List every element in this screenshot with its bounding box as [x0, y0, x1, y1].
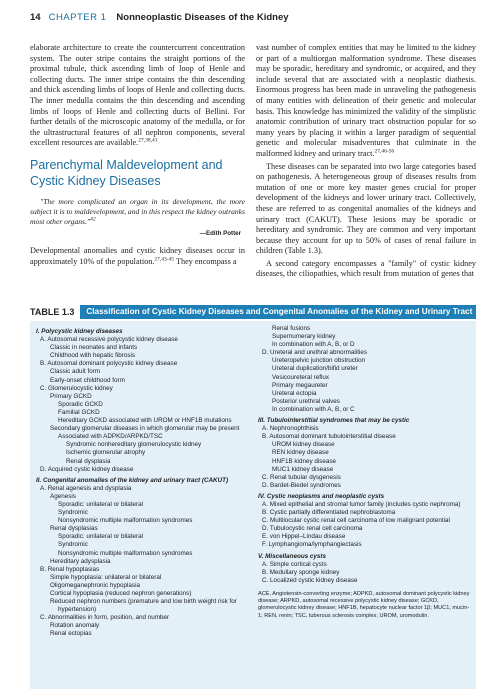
- section-title: Parenchymal Maldevelopment and Cystic Kidney Diseases: [30, 157, 223, 188]
- table-row: MUC1 kidney disease: [272, 465, 334, 473]
- table-row: Hereditary adysplasia: [50, 557, 111, 565]
- table-row: Sporadic: unilateral or bilateral: [58, 533, 144, 541]
- table-header: [30, 305, 476, 319]
- paragraph-refs: 27,43-45: [154, 255, 175, 262]
- quote-ref: 42: [90, 216, 96, 222]
- table-row: UROM kidney disease: [272, 441, 335, 449]
- table-row: Simple hypoplasia: unilateral or bilateral: [50, 573, 162, 581]
- table-row: REN kidney disease: [272, 449, 329, 457]
- table-row: Primary megaureter: [272, 381, 328, 389]
- table-row: Associated with ADPKD/ARPKD/TSC: [58, 433, 163, 441]
- table-section-heading: I. Polycystic kidney diseases: [36, 328, 123, 335]
- table-row: D. Ureteral and urethral abnormalities: [262, 349, 367, 357]
- table-row: C. Abnormalities in form, position, and number: [40, 614, 170, 622]
- table-section-heading: IV. Cystic neoplasms and neoplastic cysts: [258, 492, 385, 500]
- table-row: C. Multilocular cystic renal cell carcinoma of low malignant potential: [262, 517, 450, 525]
- page-number: 14: [30, 12, 41, 23]
- table-row: Sporadic GCKD: [58, 400, 103, 408]
- body-paragraph: Developmental anomalies and cystic kidney diseases occur in approximately 10% of the population.$^{27,43-45}$ They encompass a: [30, 245, 245, 266]
- table-title: Classification of Cystic Kidney Diseases and Congenital Anomalies of the Kidney and Urinary Tract: [80, 305, 476, 319]
- table-row: Rotation anomaly: [50, 622, 100, 630]
- chapter-label: CHAPTER 1: [48, 12, 107, 23]
- table-row: C. Renal tubular dysgenesis: [262, 473, 341, 481]
- table-row: B. Cystic partially differentiated nephroblastoma: [262, 509, 396, 517]
- table-row: Vesicoureteral reflux: [272, 373, 330, 381]
- table-row: Primary GCKD: [50, 392, 92, 400]
- table-row: B. Medullary sponge kidney: [262, 568, 340, 576]
- table-row: Secondary glomerular diseases in which glomerular may be present: [50, 425, 240, 433]
- epigraph-quote: "The more complicated an organ in its development, the more subject it is to maldevelopment, and in this respect the kidney outranks most other organs."$^{42}$: [30, 196, 245, 226]
- table-row: Supernumerary kidney: [272, 333, 336, 341]
- table-section-heading: III. Tubulointerstitial syndromes that may be cystic: [258, 417, 410, 425]
- running-header: [30, 12, 289, 23]
- table-row: Renal dysplasia: [66, 457, 111, 465]
- table-row: Nonsyndromic multiple malformation syndromes: [58, 517, 193, 525]
- table-footnote: ACE, Angiotensin-converting enzyme; ADPKD, autosomal dominant polycystic kidney disease; ARPKD, autosomal recessive polycystic kidney disease; GCKD, glomerulocystic kidney disease; HNF1B, hepatocyte nuclear factor 1β; MUC1, mucin-1; REN, renin; TSC, tuberous sclerosis complex; UROM, uromodulin.: [258, 590, 470, 619]
- table-left-column: [36, 325, 256, 639]
- table-row: Oligomeganephronic hypoplasia: [50, 581, 140, 589]
- table-row: Cortical hypoplasia (reduced nephron generations): [50, 590, 192, 597]
- body-paragraph: A second category encompasses a "family" of cystic kidney diseases, the ciliopathies, which result from mutation of genes that: [256, 258, 476, 279]
- table-row: C. Glomerulocystic kidney: [40, 384, 113, 392]
- quote-attribution: —Edith Potter: [199, 230, 241, 238]
- table-row: D. Bardet-Biedel syndromes: [262, 481, 341, 489]
- table-row: E. von Hippel–Lindau disease: [262, 533, 346, 541]
- table-label: TABLE 1.3: [30, 305, 80, 319]
- table-row: Sporadic: unilateral or bilateral: [58, 500, 144, 508]
- table-row: Ischemic glomerular atrophy: [66, 449, 146, 457]
- table-row: Syndromic: [58, 541, 88, 549]
- table-row: Early-onset childhood form: [50, 376, 125, 384]
- table-row: Hereditary GCKD associated with UROM or HNF1B mutations: [58, 417, 232, 425]
- chapter-title: Nonneoplastic Diseases of the Kidney: [116, 12, 289, 23]
- table-row: Childhood with hepatic fibrosis: [50, 352, 136, 360]
- table-row: F. Lymphangioma/lymphangiectasis: [262, 541, 362, 549]
- table-row: B. Renal hypoplasias: [40, 565, 100, 573]
- table-row: Ureteral duplication/bifid ureter: [272, 365, 358, 373]
- table-row: Agenesis: [50, 492, 76, 500]
- table-row: Ureteropelvic junction obstruction: [272, 357, 366, 365]
- table-row: Classic adult form: [50, 368, 101, 376]
- table-row: A. Autosomal recessive polycystic kidney disease: [40, 336, 178, 344]
- table-row: A. Simple cortical cysts: [262, 560, 327, 568]
- table-row: Ureteral ectopia: [272, 389, 317, 397]
- table-row: HNF1B kidney disease: [272, 457, 337, 465]
- table-row: In combination with A, B, or C: [272, 405, 355, 413]
- table-row: Familial GCKD: [58, 408, 100, 416]
- table-row: Renal dysplasias: [50, 525, 98, 533]
- table-row: Renal ectopias: [50, 630, 92, 638]
- body-paragraph: These diseases can be separated into two large categories based on pathogenesis. A heterogeneous group of diseases results from mutation of one or more key master genes crucial for proper development of the kidneys and lower urinary tract. Collectively, these are referred to as congenital anomalies of the kidneys and urinary tract (CAKUT). These lesions may be sporadic or hereditary and syndromic. They are common and very important because they account for up to 50% of cases of renal failure in children (Table 1.3).: [256, 161, 476, 256]
- table-section-heading: II. Congenital anomalies of the kidney and urinary tract (CAKUT): [36, 476, 229, 484]
- table-section-heading: V. Miscellaneous cysts: [258, 552, 327, 560]
- table-row: D. Acquired cystic kidney disease: [40, 465, 134, 473]
- paragraph-refs: 27,46-56: [374, 148, 395, 155]
- table-row: Syndromic nonhereditary glomerulocystic kidney: [66, 441, 202, 449]
- left-column: [30, 43, 245, 269]
- table-row: D. Tubulocystic renal cell carcinoma: [262, 525, 363, 533]
- table-row: Syndromic: [58, 509, 88, 517]
- table-row: Classic in neonates and infants: [50, 344, 138, 352]
- body-paragraph: vast number of complex entities that may be limited to the kidney or part of a multiorgan malformation syndrome. These diseases may be sporadic, hereditary and syndromic, or acquired, and they include several that are associated with a neoplastic diathesis. Enormous progress has been made in unraveling the pathogenesis of many entities with delineation of their genetic and molecular basis. This knowledge has minimized the validity of the simplistic anatomic contribution of urinary tract obstruction popular for so many years by placing it within a larger paradigm of sequential genetic and molecular misadventures that culminate in the malformed kidney and urinary tract.$^{27,46-56}$: [256, 43, 476, 158]
- table-row: hypertension): [58, 606, 97, 614]
- table-row: A. Nephronophthisis: [262, 425, 319, 433]
- table-body: [30, 321, 476, 689]
- table-row: In combination with A, B, or D: [272, 341, 355, 349]
- table-row: A. Mixed epithelial and stromal tumor family (includes cystic nephroma): [262, 500, 461, 508]
- table-right-column: [258, 325, 472, 620]
- intro-refs: 27,38,41: [138, 137, 158, 144]
- intro-paragraph: elaborate architecture to create the countercurrent concentration system. The outer stripe contains the straight portions of the proximal tubule, thick ascending limb of loop of Henle and collecting ducts. The inner stripe contains the thin descending and thick ascending limbs of loops of Henle and collecting ducts. The inner medulla contains the thin descending and ascending limbs of loops of Henle and collecting ducts of Bellini. For further details of the microscopic anatomy of the medulla, or for the ultrastructural features of all nephron components, several excellent resources are available.$^{27,38,41}$: [30, 43, 245, 148]
- table-row: C. Localized cystic kidney disease: [262, 576, 358, 584]
- table-row: Renal fusions: [272, 325, 311, 332]
- table-row: B. Autosomal dominant polycystic kidney disease: [40, 360, 178, 368]
- right-column: [256, 43, 476, 282]
- table-row: Nonsyndromic multiple malformation syndromes: [58, 549, 193, 557]
- table-row: Reduced nephron numbers (premature and low birth weight risk for: [50, 598, 237, 606]
- table-row: A. Renal agenesis and dysplasia: [40, 484, 132, 492]
- table-row: Posterior urethral valves: [272, 397, 340, 405]
- table-row: B. Autosomal dominant tubulointerstitial disease: [262, 433, 396, 441]
